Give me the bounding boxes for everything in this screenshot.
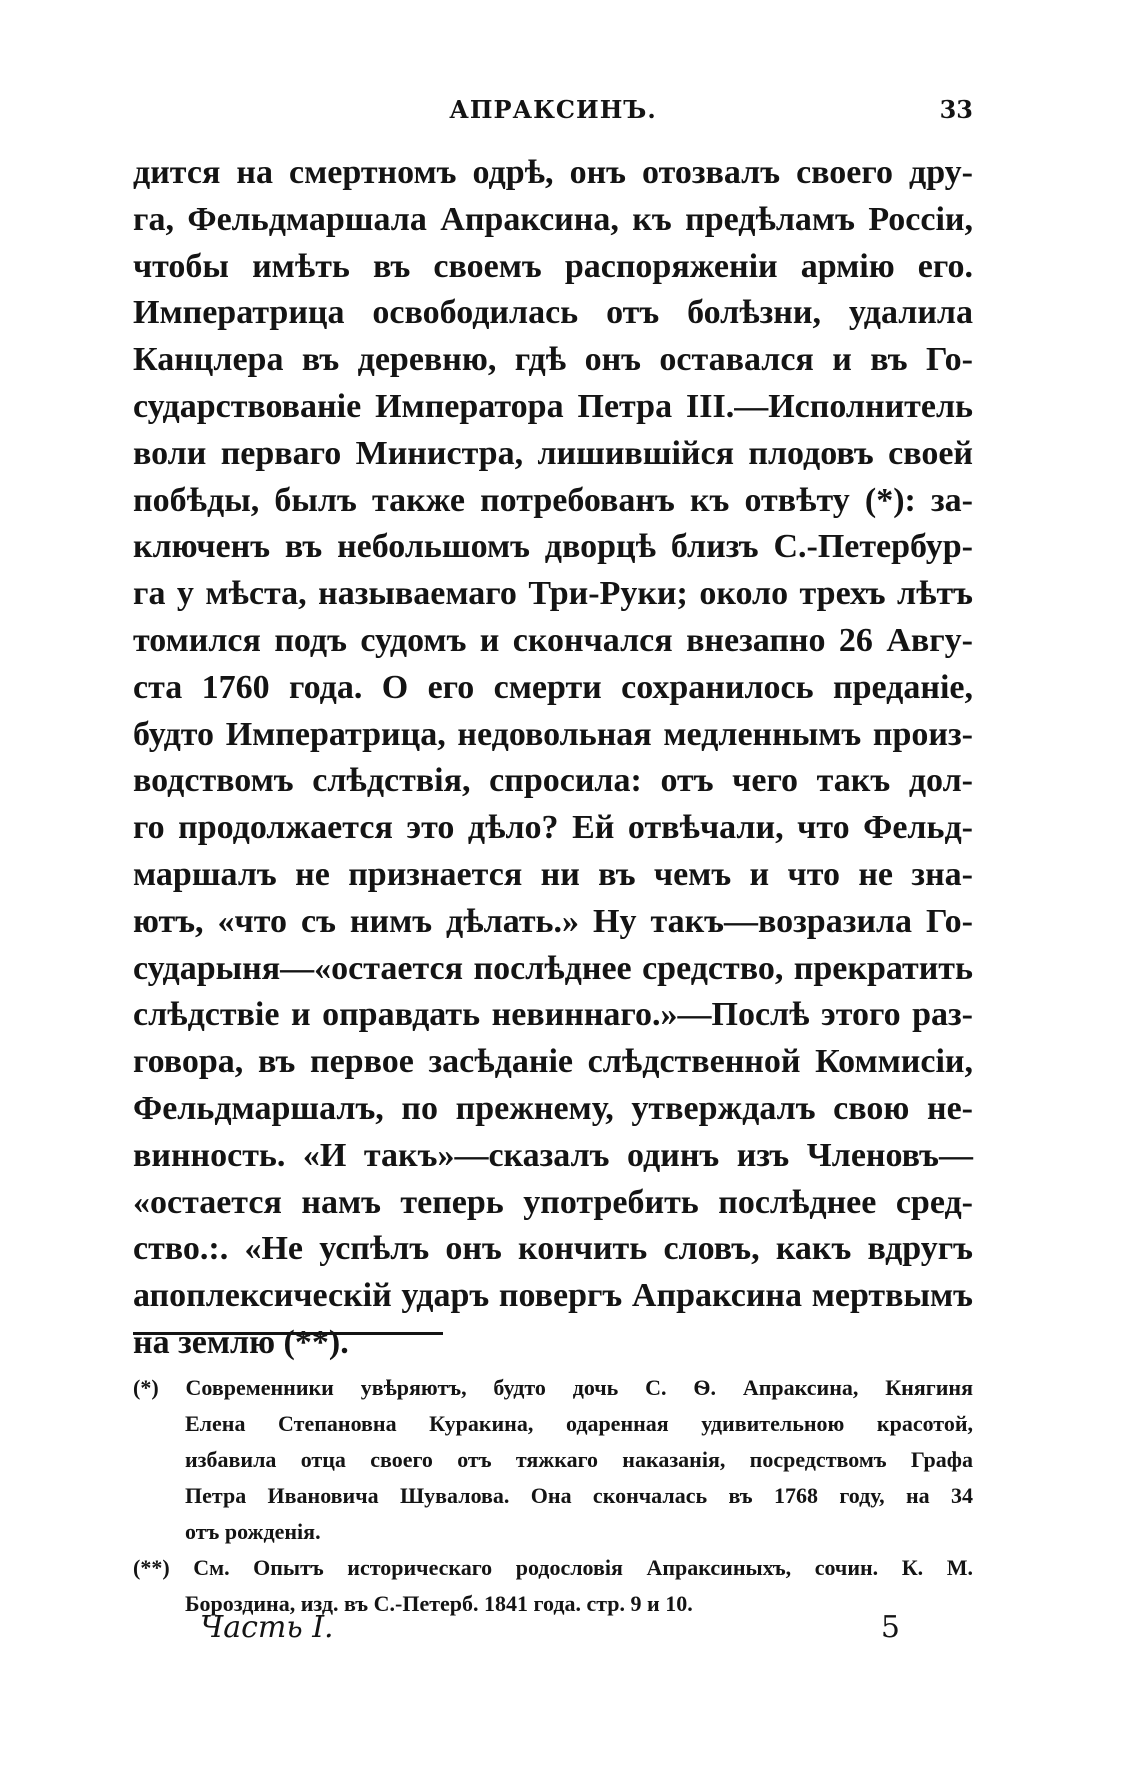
text-line: винность. «И такъ»—сказалъ одинъ изъ Членовъ— <box>133 1136 973 1174</box>
text-line: ство.:. «Не успѣлъ онъ кончить словъ, какъ вдругъ <box>133 1230 973 1268</box>
text-line: ютъ, «что съ нимъ дѣлать.» Ну такъ—возразила Го- <box>133 902 973 940</box>
text-line: сударствованіе Императора Петра III.—Исполнитель <box>133 387 973 425</box>
text-line: томился подъ судомъ и скончался внезапно 26 Авгу- <box>133 621 973 659</box>
text-line: сударыня—«остается послѣднее средство, прекратить <box>133 949 973 987</box>
footnote-line: Елена Степановна Куракина, одаренная удивительною красотой, <box>185 1411 973 1436</box>
printer-signature <box>200 1610 900 1650</box>
sheet-number: 5 <box>880 1610 900 1645</box>
footnote-separator-rule <box>133 1332 443 1335</box>
text-line: га, Фельдмаршала Апраксина, къ предѣламъ Россіи, <box>133 200 973 238</box>
text-line: Фельдмаршалъ, по прежнему, утверждалъ свою не- <box>133 1089 973 1127</box>
text-line: воли перваго Министра, лишившійся плодовъ своей <box>133 434 973 472</box>
text-line: Императрица освободилась отъ болѣзни, удалила <box>133 294 973 332</box>
footnote-line: отъ рожденія. <box>185 1519 321 1544</box>
text-line: водствомъ слѣдствія, спросила: отъ чего такъ дол- <box>133 762 973 800</box>
text-line: ключенъ въ небольшомъ дворцѣ близъ С.-Петербур- <box>133 528 973 566</box>
footnote-line: (*) Современники увѣряютъ, будто дочь С. Ѳ. Апраксина, Княгиня <box>133 1375 973 1400</box>
page-header <box>133 95 973 135</box>
running-head: АПРАКСИНЪ. <box>449 95 657 124</box>
text-line: говора, въ первое засѣданіе слѣдственной Коммисіи, <box>133 1043 973 1081</box>
text-line: Канцлера въ деревню, гдѣ онъ оставался и въ Го- <box>133 341 973 379</box>
text-line: га у мѣста, называемаго Три-Руки; около трехъ лѣтъ <box>133 575 973 613</box>
footnote-line: Петра Ивановича Шувалова. Она скончалась въ 1768 году, на 34 <box>185 1483 973 1508</box>
text-line: будто Императрица, недовольная медленнымъ произ- <box>133 715 973 753</box>
text-line: побѣды, былъ также потребованъ къ отвѣту (*): за- <box>133 481 973 519</box>
text-line: чтобы имѣть въ своемъ распоряженіи армію его. <box>133 247 973 285</box>
volume-part-label: Часть I. <box>200 1610 334 1645</box>
text-line: на землю (**). <box>133 1323 349 1361</box>
footnote-line: Бороздина, изд. въ С.-Петерб. 1841 года. стр. 9 и 10. <box>185 1591 693 1616</box>
main-text <box>133 150 973 1367</box>
footnote-line: (**) См. Опытъ историческаго родословія Апраксиныхъ, сочин. К. М. <box>133 1555 973 1580</box>
text-line: ста 1760 года. О его смерти сохранилось преданіе, <box>133 668 973 706</box>
text-line: «остается намъ теперь употребить послѣднее сред- <box>133 1183 973 1221</box>
text-line: дится на смертномъ одрѣ, онъ отозвалъ своего дру- <box>133 154 973 191</box>
text-line: слѣдствіе и оправдать невиннаго.»—Послѣ этого раз- <box>133 996 973 1034</box>
footnote-line: избавила отца своего отъ тяжкаго наказанія, посредствомъ Графа <box>185 1447 973 1472</box>
footnotes <box>133 1370 973 1622</box>
text-line: маршалъ не признается ни въ чемъ и что не зна- <box>133 855 973 893</box>
text-line: апоплексическій ударъ повергъ Апраксина мертвымъ <box>133 1277 973 1315</box>
page-number: 33 <box>939 95 973 124</box>
text-line: го продолжается это дѣло? Ей отвѣчали, что Фельд- <box>133 809 973 847</box>
